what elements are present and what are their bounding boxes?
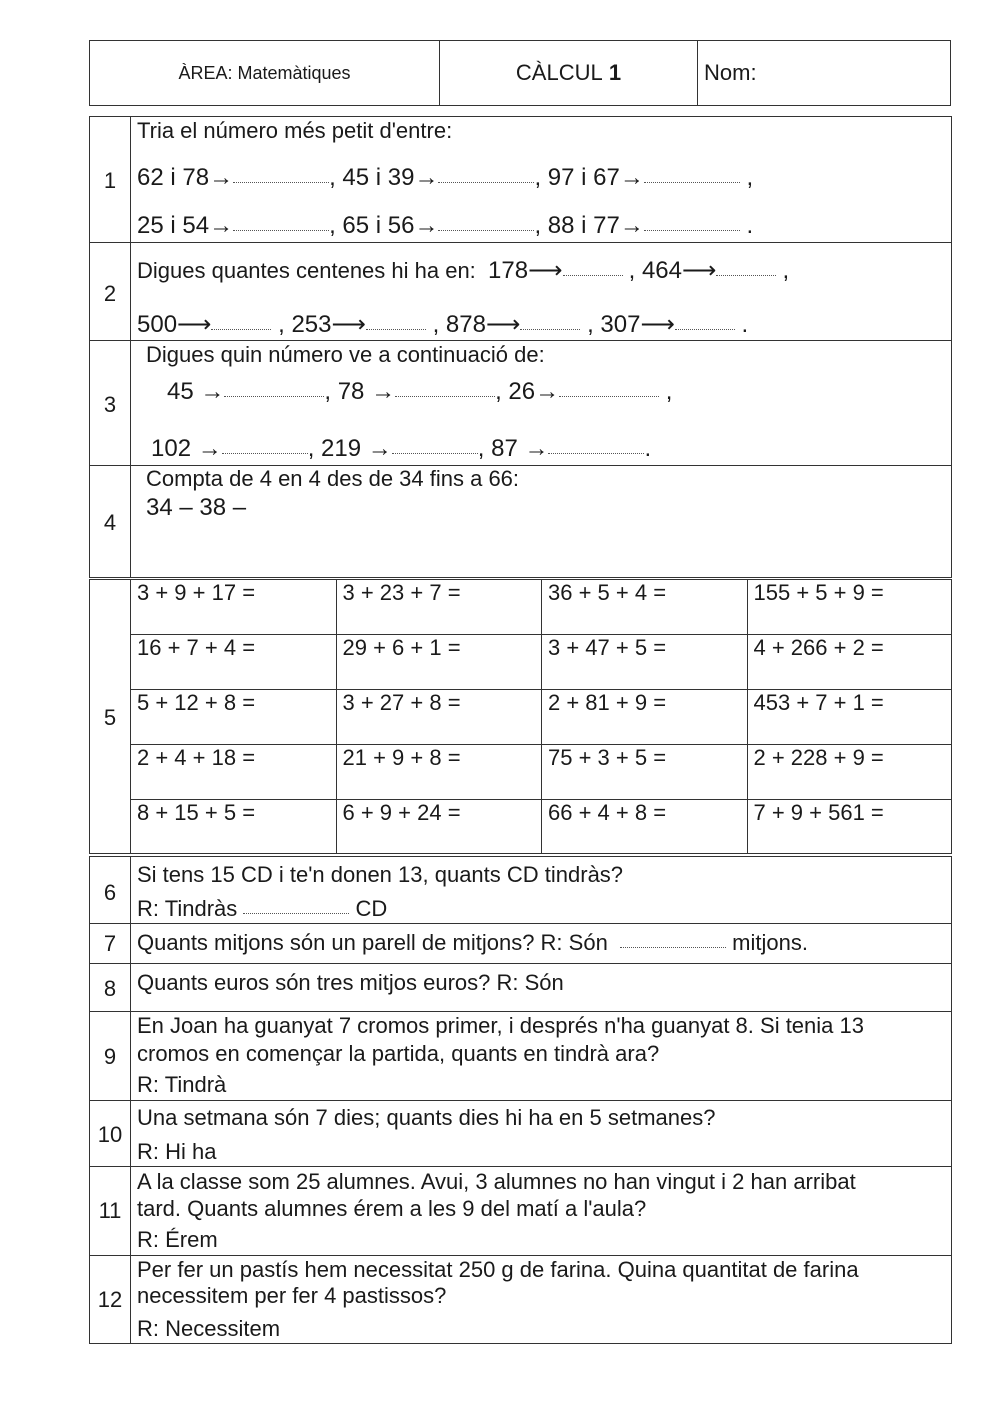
answer-blank[interactable] xyxy=(438,182,534,183)
grid-column-divider xyxy=(336,579,337,854)
question-number-6: 6 xyxy=(103,880,117,905)
sum-cell[interactable]: 2 + 81 + 9 = xyxy=(548,690,667,715)
answer-blank[interactable] xyxy=(716,275,776,276)
calcul-label: CÀLCUL xyxy=(515,60,603,85)
header-table xyxy=(89,40,951,106)
row-divider xyxy=(89,242,952,243)
sum-cell[interactable]: 2 + 4 + 18 = xyxy=(137,745,256,770)
answer-blank[interactable] xyxy=(644,182,740,183)
sum-cell[interactable]: 6 + 9 + 24 = xyxy=(342,800,461,825)
grid-column-divider xyxy=(541,579,542,854)
sum-cell[interactable]: 4 + 266 + 2 = xyxy=(753,635,884,660)
question-number-4: 4 xyxy=(103,510,117,535)
sum-cell[interactable]: 29 + 6 + 1 = xyxy=(342,635,461,660)
q8-text: Quants euros són tres mitjos euros? R: Són xyxy=(137,970,564,995)
row-divider xyxy=(89,1100,952,1101)
q9-line1: En Joan ha guanyat 7 cromos primer, i després n'ha guanyat 8. Si tenia 13 xyxy=(137,1013,864,1038)
area-label: ÀREA: Matemàtiques xyxy=(178,62,351,83)
q10-answer: R: Hi ha xyxy=(137,1139,217,1164)
q11-line2: tard. Quants alumnes érem a les 9 del matí a l'aula? xyxy=(137,1196,647,1221)
q3-title: Digues quin número ve a continuació de: xyxy=(146,342,545,367)
answer-blank[interactable] xyxy=(438,230,534,231)
answer-blank[interactable] xyxy=(644,230,740,231)
row-divider xyxy=(89,923,952,924)
sum-cell[interactable]: 8 + 15 + 5 = xyxy=(137,800,256,825)
sum-cell[interactable]: 16 + 7 + 4 = xyxy=(137,635,256,660)
row-divider xyxy=(89,1166,952,1167)
answer-blank[interactable] xyxy=(233,182,329,183)
sum-cell[interactable]: 7 + 9 + 561 = xyxy=(753,800,884,825)
q10-line1: Una setmana són 7 dies; quants dies hi ha en 5 setmanes? xyxy=(137,1105,716,1130)
question-number-7: 7 xyxy=(103,931,117,956)
answer-blank[interactable] xyxy=(392,453,478,454)
q1-row1: 62 i 78→ , 45 i 39→ , 97 i 67→ , xyxy=(137,164,754,191)
answer-blank[interactable] xyxy=(222,453,308,454)
answer-blank[interactable] xyxy=(520,329,580,330)
q1-pair-4: 25 i 54 xyxy=(137,212,210,239)
answer-blank[interactable] xyxy=(233,230,329,231)
row-divider xyxy=(89,1011,952,1012)
q6-answer: R: Tindràs CD xyxy=(137,896,388,921)
row-divider xyxy=(89,340,952,341)
sum-cell[interactable]: 3 + 47 + 5 = xyxy=(548,635,667,660)
area-cell xyxy=(90,41,440,105)
sum-cell[interactable]: 2 + 228 + 9 = xyxy=(753,745,884,770)
q12-line1: Per fer un pastís hem necessitat 250 g de farina. Quina quantitat de farina xyxy=(137,1257,859,1282)
question-number-10: 10 xyxy=(97,1122,123,1147)
name-cell[interactable] xyxy=(698,41,950,105)
q7-text: Quants mitjons són un parell de mitjons? R: Són mitjons. xyxy=(137,930,808,955)
sum-cell[interactable]: 75 + 3 + 5 = xyxy=(548,745,667,770)
q2-title: Digues quantes centenes hi ha en: xyxy=(137,258,476,283)
answer-blank[interactable] xyxy=(620,947,726,948)
name-label: Nom: xyxy=(704,60,757,85)
q11-answer: R: Érem xyxy=(137,1227,218,1252)
answer-blank[interactable] xyxy=(548,453,644,454)
calcul-number: 1 xyxy=(608,60,622,85)
question-number-5: 5 xyxy=(103,705,117,730)
answer-blank[interactable] xyxy=(395,396,495,397)
calcul-cell xyxy=(440,41,698,105)
sum-cell[interactable]: 5 + 12 + 8 = xyxy=(137,690,256,715)
question-number-8: 8 xyxy=(103,976,117,1001)
question-number-2: 2 xyxy=(103,281,117,306)
q11-line1: A la classe som 25 alumnes. Avui, 3 alumnes no han vingut i 2 han arribat xyxy=(137,1169,856,1194)
answer-blank[interactable] xyxy=(211,329,271,330)
sum-cell[interactable]: 36 + 5 + 4 = xyxy=(548,580,667,605)
grid-column-divider xyxy=(747,579,748,854)
q4-sequence[interactable]: 34 – 38 – xyxy=(146,494,247,521)
q1-pair-5: , 65 i 56 xyxy=(329,212,415,239)
question-number-12: 12 xyxy=(97,1287,123,1312)
sum-cell[interactable]: 21 + 9 + 8 = xyxy=(342,745,461,770)
sum-cell[interactable]: 66 + 4 + 8 = xyxy=(548,800,667,825)
answer-blank[interactable] xyxy=(559,396,659,397)
answer-blank[interactable] xyxy=(366,329,426,330)
answer-blank[interactable] xyxy=(243,913,349,914)
answer-blank[interactable] xyxy=(224,396,324,397)
question-number-11: 11 xyxy=(98,1198,122,1223)
sum-cell[interactable]: 453 + 7 + 1 = xyxy=(753,690,884,715)
q12-answer: R: Necessitem xyxy=(137,1316,281,1341)
q1-row2: 25 i 54→ , 65 i 56→ , 88 i 77→ . xyxy=(137,212,754,239)
sum-cell[interactable]: 3 + 9 + 17 = xyxy=(137,580,256,605)
question-number-9: 9 xyxy=(103,1044,117,1069)
q9-line2: cromos en començar la partida, quants en tindrà ara? xyxy=(137,1041,660,1066)
row-divider xyxy=(89,1255,952,1256)
q12-line2: necessitem per fer 4 pastissos? xyxy=(137,1283,447,1308)
sum-cell[interactable]: 155 + 5 + 9 = xyxy=(753,580,884,605)
q1-pair-2: , 45 i 39 xyxy=(329,164,415,191)
row-divider xyxy=(89,963,952,964)
q2-row2: 500⟶ , 253⟶ , 878⟶ , 307⟶ . xyxy=(137,311,749,338)
q4-title: Compta de 4 en 4 des de 34 fins a 66: xyxy=(146,466,520,491)
sum-cell[interactable]: 3 + 27 + 8 = xyxy=(342,690,461,715)
q3-row2: 102 → , 219 → , 87 → . xyxy=(151,435,652,462)
answer-blank[interactable] xyxy=(675,329,735,330)
answer-blank[interactable] xyxy=(563,275,623,276)
q3-row1: 45 → , 78 → , 26→ , xyxy=(167,378,673,405)
q9-answer: R: Tindrà xyxy=(137,1072,227,1097)
q2-row1: Digues quantes centenes hi ha en: 178⟶ , 464⟶ , xyxy=(137,257,790,284)
q1-pair-6: , 88 i 77 xyxy=(534,212,620,239)
question-number-3: 3 xyxy=(103,392,117,417)
q1-title: Tria el número més petit d'entre: xyxy=(137,118,453,143)
question-number-1: 1 xyxy=(103,168,117,193)
q6-text: Si tens 15 CD i te'n donen 13, quants CD tindràs? xyxy=(137,862,624,887)
sum-cell[interactable]: 3 + 23 + 7 = xyxy=(342,580,461,605)
q1-pair-1: 62 i 78 xyxy=(137,164,210,191)
q1-pair-3: , 97 i 67 xyxy=(534,164,620,191)
